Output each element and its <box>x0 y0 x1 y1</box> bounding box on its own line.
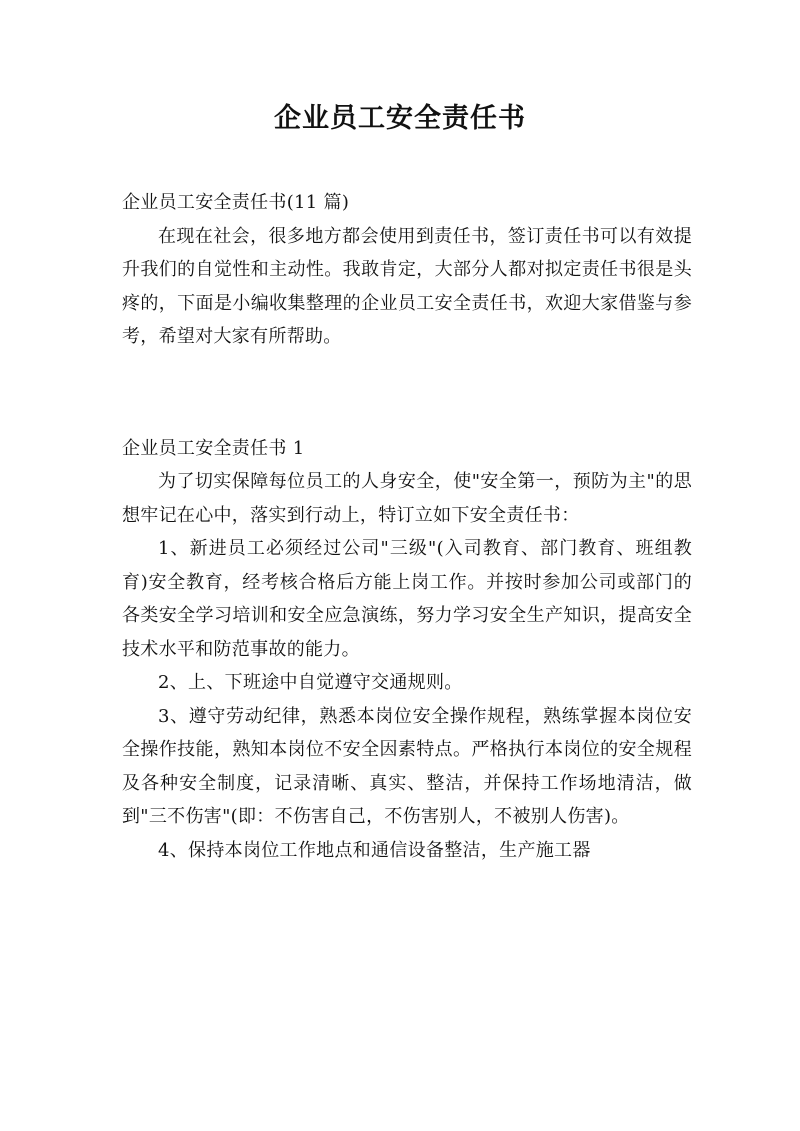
document-body <box>122 186 692 867</box>
clause-item-2: 2、上、下班途中自觉遵守交通规则。 <box>158 672 463 693</box>
document-subtitle: 企业员工安全责任书(11 篇) <box>122 192 350 213</box>
clause-item-4: 4、保持本岗位工作地点和通信设备整洁，生产施工器 <box>158 839 591 861</box>
clause-item-3: 3、遵守劳动纪律，熟悉本岗位安全操作规程，熟练掌握本岗位安全操作技能，熟知本岗位不安全因素特点。严格执行本岗位的安全规程及各种安全制度，记录清晰、真实、整洁，并保持工作场地清洁，做到"三不伤害"(即：不伤害自己，不伤害别人，不被别人伤害)。 <box>122 705 692 827</box>
section-heading: 企业员工安全责任书 1 <box>122 437 305 459</box>
document-title: 企业员工安全责任书 <box>274 103 526 134</box>
intro-paragraph: 在现在社会，很多地方都会使用到责任书，签订责任书可以有效提升我们的自觉性和主动性。我敢肯定，大部分人都对拟定责任书很是头疼的，下面是小编收集整理的企业员工安全责任书，欢迎大家借鉴与参考，希望对大家有所帮助。 <box>122 225 692 347</box>
section-intro-paragraph: 为了切实保障每位员工的人身安全，使"安全第一，预防为主"的思想牢记在心中，落实到行动上，特订立如下安全责任书： <box>122 471 692 526</box>
paragraph-gap <box>122 354 692 432</box>
clause-item-1: 1、新进员工必须经过公司"三级"(入司教育、部门教育、班组教育)安全教育，经考核合格后方能上岗工作。并按时参加公司或部门的各类安全学习培训和安全应急演练，努力学习安全生产知识，提高安全技术水平和防范事故的能力。 <box>122 538 692 660</box>
